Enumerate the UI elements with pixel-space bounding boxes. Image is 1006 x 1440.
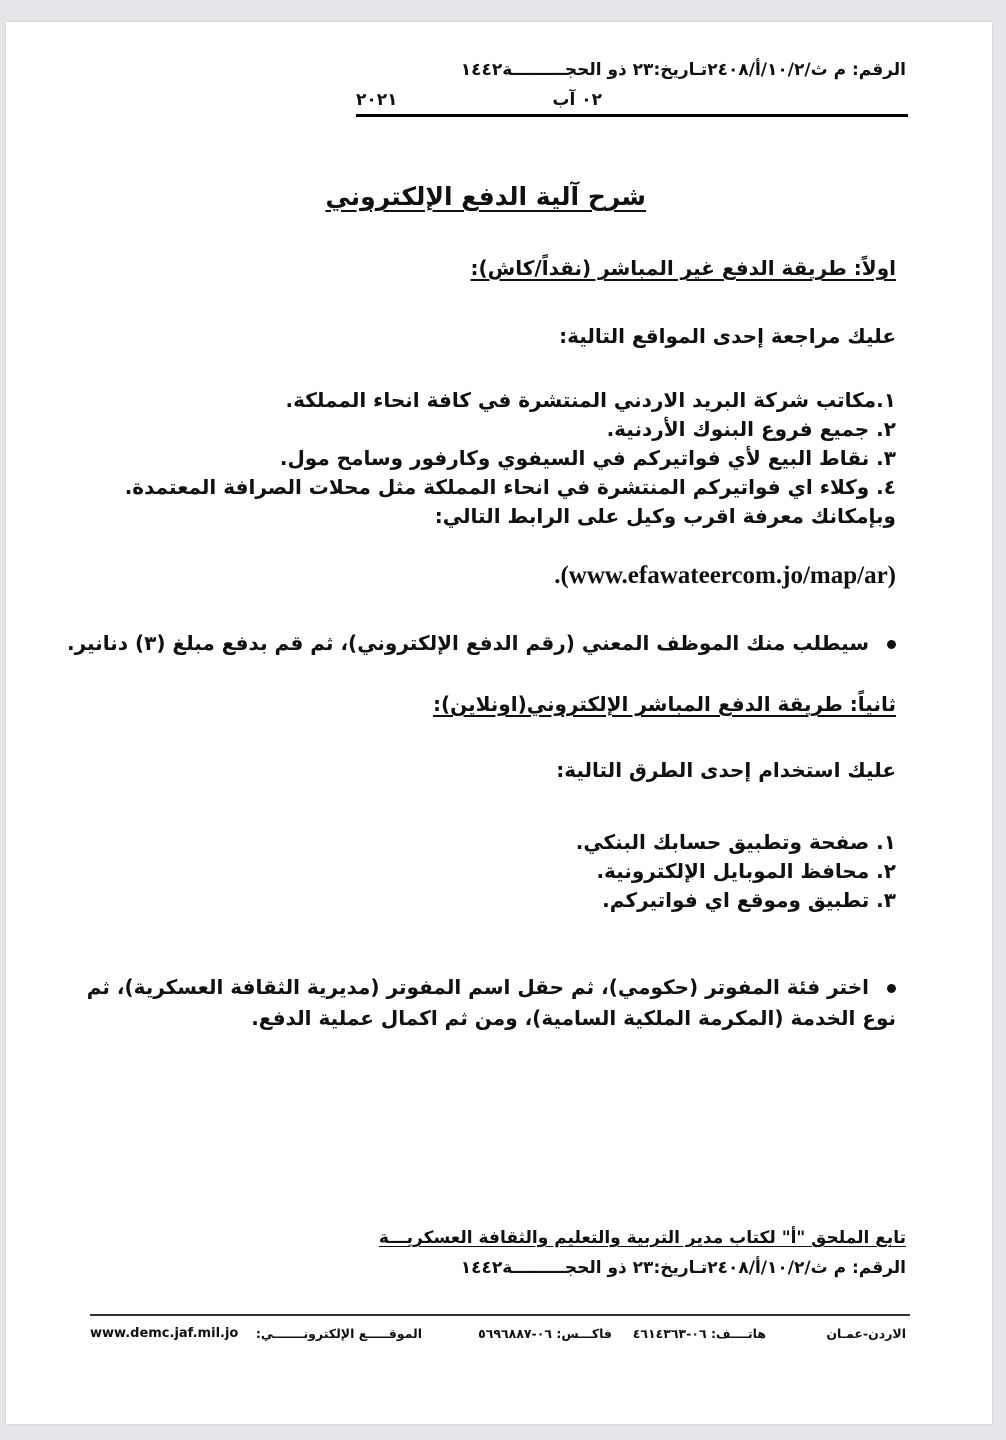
footer-website-label: الموقـــــع الإلكترونـــــــي:	[255, 1326, 422, 1341]
section-1-intro: عليك مراجعة إحدى المواقع التالية:	[559, 324, 896, 348]
annex-reference-line: الرقم: م ث/١٠/٢/أ/٢٤٠٨تـاريخ:٢٣ ذو الحجـــــــــة١٤٤٢	[460, 1258, 906, 1278]
footer-location: الاردن-عمـان	[826, 1326, 906, 1341]
document-page	[6, 22, 992, 1424]
list-item: ٢. جميع فروع البنوك الأردنية.	[606, 417, 896, 441]
footer-website-link[interactable]: www.demc.jaf.mil.jo	[90, 1326, 239, 1341]
gregorian-month: ٠٢ آب	[552, 90, 602, 110]
list-item: ٤. وكلاء اي فواتيركم المنتشرة في انحاء المملكة مثل محلات الصرافة المعتمدة.	[124, 475, 896, 499]
footer-divider	[90, 1314, 910, 1316]
bullet-icon	[887, 984, 896, 993]
section-1-heading: اولاً: طريقة الدفع غير المباشر (نقداً/كاش):	[470, 256, 896, 280]
page-title: شرح آلية الدفع الإلكتروني	[325, 182, 646, 211]
list-item: ١.مكاتب شركة البريد الاردني المنتشرة في كافة انحاء المملكة.	[285, 388, 896, 412]
section-2-intro: عليك استخدام إحدى الطرق التالية:	[556, 758, 896, 782]
phone-number: ٠٦-٤٦١٤٣٦٣	[632, 1326, 707, 1341]
section-2-bullet	[86, 972, 896, 1034]
gregorian-year: ٢٠٢١	[356, 90, 398, 110]
phone-label: هاتــــف:	[710, 1326, 766, 1341]
locator-link[interactable]: .(www.efawateercom.jo/map/ar)	[554, 562, 896, 589]
header-divider	[356, 114, 908, 117]
section-2-heading: ثانياً: طريقة الدفع المباشر الإلكتروني(اونلاين):	[432, 692, 896, 716]
bullet-icon	[887, 640, 896, 649]
section-2-list	[576, 828, 896, 915]
annex-title: تابع الملحق "أ" لكتاب مدير التربية والتعليم والثقافة العسكريـــة	[378, 1228, 906, 1248]
list-item: ١. صفحة وتطبيق حسابك البنكي.	[575, 830, 896, 854]
fax-label: فاكـــس:	[556, 1326, 612, 1341]
bullet-text: سيطلب منك الموظف المعني (رقم الدفع الإلكتروني)، ثم قم بدفع مبلغ (٣) دنانير.	[67, 631, 869, 655]
fax-number: ٠٦-٥٦٩٦٨٨٧	[478, 1326, 552, 1341]
section-1-list	[125, 386, 896, 531]
footer-fax	[478, 1326, 612, 1341]
section-1-bullet	[67, 628, 896, 659]
list-item: ٣. نقاط البيع لأي فواتيركم في السيفوي وكارفور وسامح مول.	[279, 446, 896, 470]
footer-phone	[633, 1326, 766, 1341]
list-item: ٢. محافظ الموبايل الإلكترونية.	[596, 859, 896, 883]
locator-text: وبإمكانك معرفة اقرب وكيل على الرابط التالي:	[434, 504, 896, 528]
reference-number-line: الرقم: م ث/١٠/٢/أ/٢٤٠٨تـاريخ:٢٣ ذو الحجـــــــــة١٤٤٢	[460, 60, 906, 80]
bullet-text: اختر فئة المفوتر (حكومي)، ثم حقل اسم المفوتر (مديرية الثقافة العسكرية)، ثم نوع الخدمة (المكرمة الملكية السامية)، ومن ثم اكمال عملية الدفع.	[86, 975, 896, 1030]
list-item: ٣. تطبيق وموقع اي فواتيركم.	[602, 888, 896, 912]
